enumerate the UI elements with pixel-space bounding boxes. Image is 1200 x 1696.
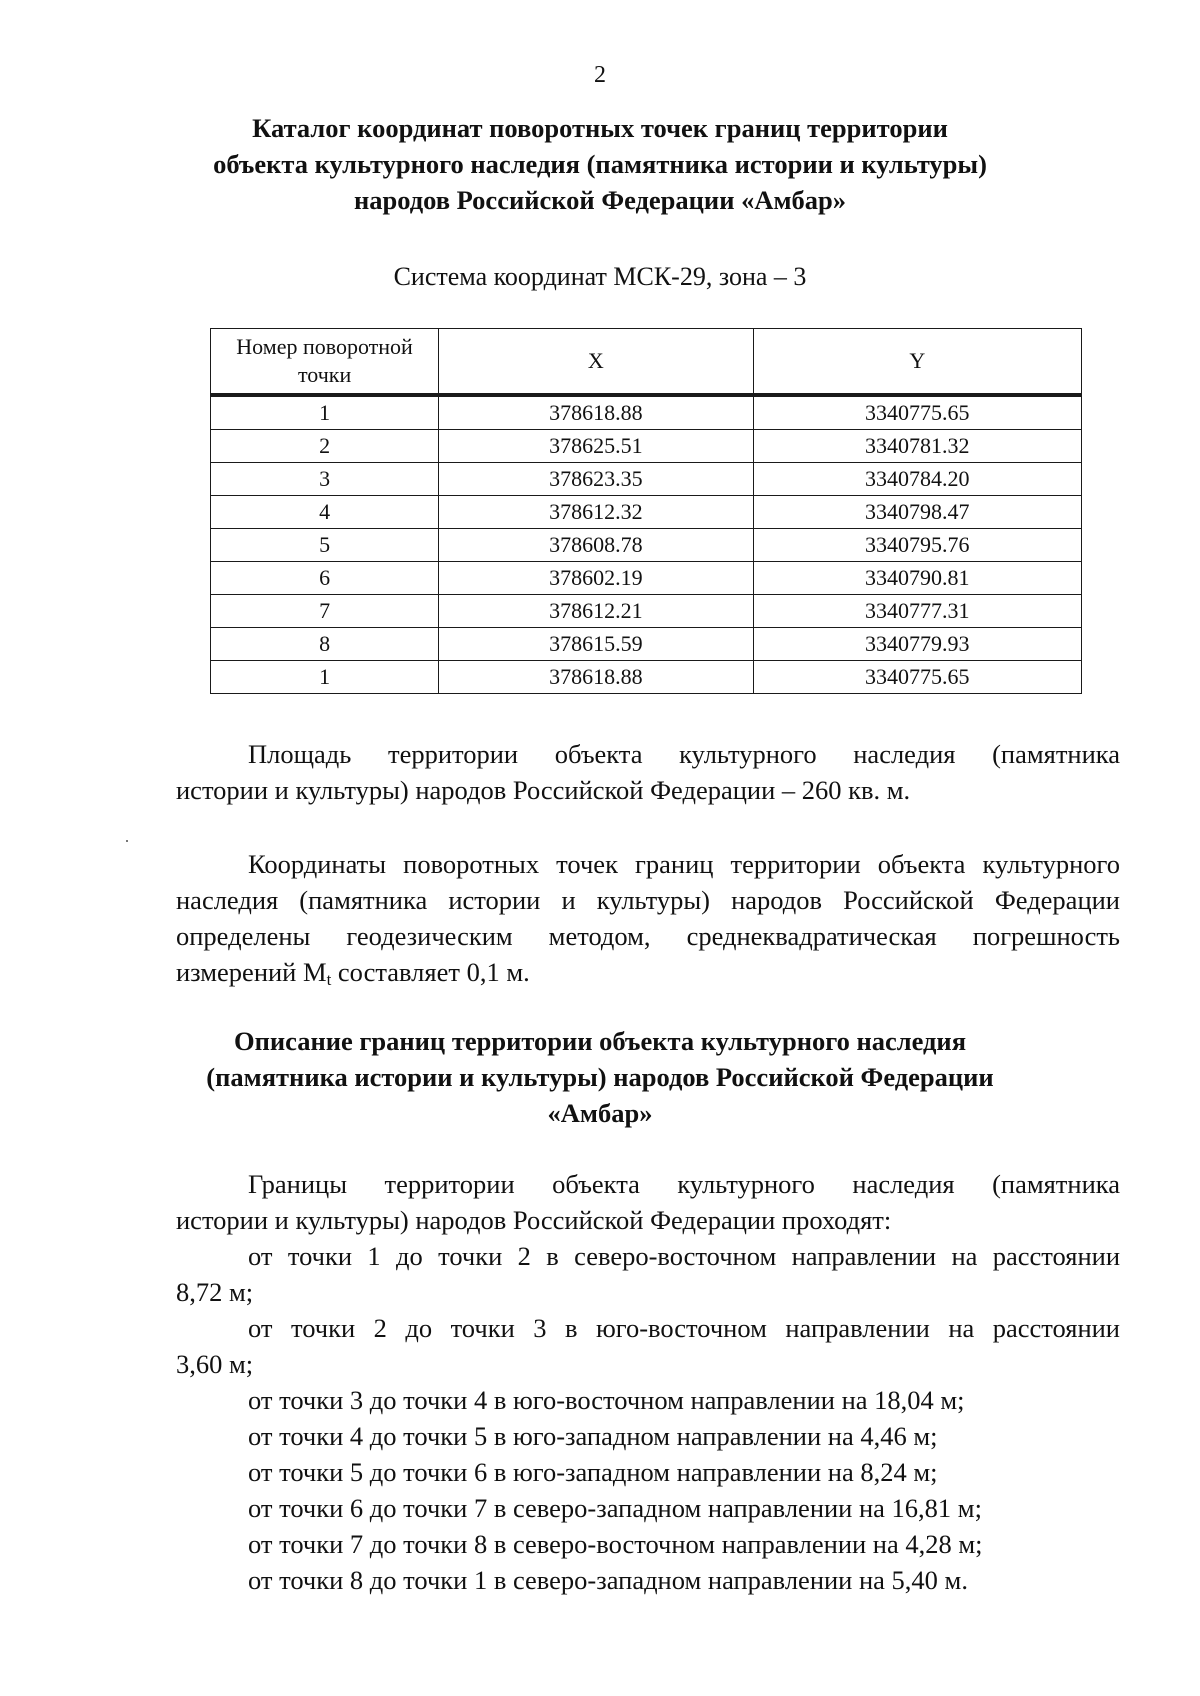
accuracy-paragraph <box>176 846 1120 998</box>
paragraph-line: Площадь территории объекта культурного наследия (памятника <box>248 739 1120 769</box>
header-point-line: точки <box>297 362 352 387</box>
catalog-title-line: Каталог координат поворотных точек границ территории <box>252 113 948 143</box>
description-title-line: (памятника истории и культуры) народов Российской Федерации <box>206 1062 994 1092</box>
boundary-segment: от точки 1 до точки 2 в северо-восточном направлении на расстоянии <box>248 1241 1120 1271</box>
table-row <box>211 562 1082 595</box>
catalog-title-line: объекта культурного наследия (памятника истории и культуры) <box>213 149 987 179</box>
cell-x: 378623.35 <box>439 463 753 496</box>
table-row <box>211 595 1082 628</box>
description-title <box>0 1023 1200 1131</box>
catalog-title-line: народов Российской Федерации «Амбар» <box>353 185 847 215</box>
cell-point: 7 <box>211 595 439 628</box>
table-row <box>211 496 1082 529</box>
cell-x: 378602.19 <box>439 562 753 595</box>
cell-point: 6 <box>211 562 439 595</box>
cell-x: 378612.32 <box>439 496 753 529</box>
boundary-segment: от точки 8 до точки 1 в северо-западном направлении на 5,40 м. <box>248 1565 968 1595</box>
cell-y: 3340795.76 <box>753 529 1081 562</box>
description-title-line: «Амбар» <box>547 1098 653 1128</box>
table-row <box>211 430 1082 463</box>
cell-point: 2 <box>211 430 439 463</box>
cell-x: 378608.78 <box>439 529 753 562</box>
paragraph-line: наследия (памятника истории и культуры) народов Российской Федерации <box>176 885 1120 915</box>
cell-point: 1 <box>211 395 439 430</box>
cell-x: 378618.88 <box>439 661 753 694</box>
paragraph-line: истории и культуры) народов Российской Федерации – 260 кв. м. <box>176 775 911 805</box>
coordinates-table <box>210 328 1082 694</box>
boundary-segment: от точки 2 до точки 3 в юго-восточном направлении на расстоянии <box>248 1313 1120 1343</box>
paragraph-line: определены геодезическим методом, среднеквадратическая погрешность <box>176 921 1120 951</box>
cell-point: 3 <box>211 463 439 496</box>
cell-y: 3340779.93 <box>753 628 1081 661</box>
measurement-text: измерений M <box>176 957 327 987</box>
cell-x: 378625.51 <box>439 430 753 463</box>
cell-y: 3340777.31 <box>753 595 1081 628</box>
cell-point: 1 <box>211 661 439 694</box>
table-row <box>211 628 1082 661</box>
cell-point: 5 <box>211 529 439 562</box>
cell-y: 3340775.65 <box>753 395 1081 430</box>
measurement-text: составляет 0,1 м. <box>331 957 530 987</box>
cell-y: 3340790.81 <box>753 562 1081 595</box>
boundary-segment: 3,60 м; <box>176 1349 254 1379</box>
boundary-segment: от точки 3 до точки 4 в юго-восточном направлении на 18,04 м; <box>248 1385 965 1415</box>
header-x: X <box>439 329 753 396</box>
header-point-line: Номер поворотной <box>236 334 413 359</box>
measurement-subscript: t <box>326 970 332 989</box>
table-row <box>211 661 1082 694</box>
page-number: 2 <box>594 62 606 88</box>
area-paragraph <box>176 736 1120 808</box>
boundary-segment: от точки 5 до точки 6 в юго-западном направлении на 8,24 м; <box>248 1457 938 1487</box>
header-point-number <box>211 329 439 396</box>
table-row <box>211 529 1082 562</box>
table-row <box>211 463 1082 496</box>
paragraph-line <box>176 954 1120 998</box>
cell-x: 378618.88 <box>439 395 753 430</box>
scan-speck <box>126 840 128 842</box>
paragraph-line: Границы территории объекта культурного наследия (памятника <box>248 1169 1120 1199</box>
cell-x: 378612.21 <box>439 595 753 628</box>
cell-point: 4 <box>211 496 439 529</box>
description-title-line: Описание границ территории объекта культурного наследия <box>233 1026 967 1056</box>
cell-point: 8 <box>211 628 439 661</box>
catalog-title <box>0 110 1200 218</box>
boundaries-paragraph <box>176 1166 1120 1598</box>
cell-y: 3340798.47 <box>753 496 1081 529</box>
table-header-row <box>211 329 1082 396</box>
header-y: Y <box>753 329 1081 396</box>
paragraph-line: Координаты поворотных точек границ территории объекта культурного <box>248 849 1120 879</box>
cell-x: 378615.59 <box>439 628 753 661</box>
table-row <box>211 395 1082 430</box>
paragraph-line: истории и культуры) народов Российской Федерации проходят: <box>176 1205 892 1235</box>
boundary-segment: от точки 4 до точки 5 в юго-западном направлении на 4,46 м; <box>248 1421 938 1451</box>
boundary-segment: от точки 6 до точки 7 в северо-западном направлении на 16,81 м; <box>248 1493 982 1523</box>
cell-y: 3340781.32 <box>753 430 1081 463</box>
cell-y: 3340775.65 <box>753 661 1081 694</box>
coordinate-system: Система координат МСК-29, зона – 3 <box>393 262 807 291</box>
boundary-segment: от точки 7 до точки 8 в северо-восточном направлении на 4,28 м; <box>248 1529 983 1559</box>
cell-y: 3340784.20 <box>753 463 1081 496</box>
boundary-segment: 8,72 м; <box>176 1277 254 1307</box>
